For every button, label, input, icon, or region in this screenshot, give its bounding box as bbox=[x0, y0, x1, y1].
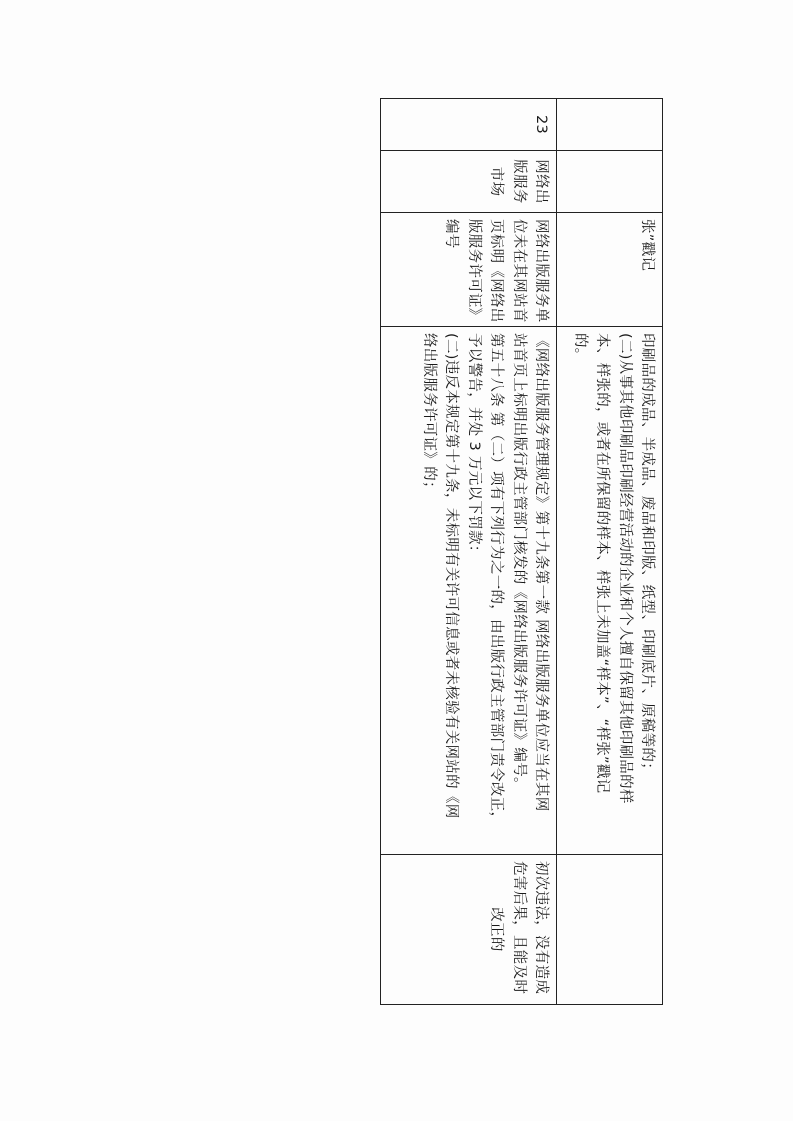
behavior-line: 位未在其网站首 bbox=[510, 219, 527, 323]
category-cell bbox=[381, 151, 557, 213]
behavior-cell bbox=[381, 213, 557, 327]
table-row bbox=[557, 99, 663, 1005]
category-line: 版服务 bbox=[510, 159, 527, 204]
legal-basis-cell bbox=[381, 327, 557, 855]
condition-cell bbox=[381, 855, 557, 1005]
behavior-line: 版服务许可证》 bbox=[465, 219, 482, 323]
penalty-table bbox=[380, 98, 663, 1005]
basis-line: (二)违反本规定第十九条，未标明有关许可信息或者未核验有关网站的《网 bbox=[443, 333, 460, 819]
condition-cell bbox=[557, 855, 663, 1005]
condition-line: 危害后果，且能及时 bbox=[510, 861, 527, 995]
behavior-text: 张”戳记 bbox=[639, 219, 655, 272]
row-number: 23 bbox=[533, 114, 549, 135]
category-line: 网络出 bbox=[533, 159, 549, 204]
basis-line: 印刷品的成品、半成品、废品和印版、纸型、印刷底片、原稿等的； bbox=[639, 333, 655, 777]
basis-line: 的。 bbox=[571, 333, 588, 363]
rotated-table-content bbox=[381, 98, 663, 1004]
basis-line: 络出版服务许可证》的； bbox=[420, 333, 437, 496]
basis-line: 本、样张的，或者在所保留的样本、样张上未加盖“样本”、“样张”戳记 bbox=[594, 333, 611, 794]
basis-line: 《网络出版服务管理规定》第十九条第一款 网络出版服务单位应当在其网 bbox=[533, 333, 549, 812]
legal-basis-cell bbox=[557, 327, 663, 855]
behavior-cell bbox=[557, 213, 663, 327]
basis-line: (二)从事其他印刷品印刷经营活动的企业和个人擅自保留其他印刷品的样 bbox=[616, 333, 633, 804]
basis-line: 第五十八条 第（二）项有下列行为之一的，由出版行政主管部门责令改正， bbox=[488, 333, 505, 827]
category-cell bbox=[557, 151, 663, 213]
condition-line: 改正的 bbox=[488, 907, 505, 952]
behavior-line: 页标明《网络出 bbox=[488, 219, 505, 323]
row-number-cell bbox=[381, 99, 557, 151]
category-line: 市场 bbox=[488, 166, 505, 197]
rotated-table-container bbox=[381, 98, 663, 1004]
basis-line: 站首页上标明出版行政主管部门核发的《网络出版服务许可证》编号。 bbox=[510, 333, 527, 792]
basis-line: 予以警告，并处 3 万元以下罚款： bbox=[465, 333, 482, 560]
table-row bbox=[381, 99, 557, 1005]
behavior-line: 网络出版服务单 bbox=[533, 219, 549, 323]
condition-line: 初次违法，没有造成 bbox=[533, 861, 549, 995]
row-number-cell bbox=[557, 99, 663, 151]
behavior-line: 编号 bbox=[443, 219, 460, 249]
